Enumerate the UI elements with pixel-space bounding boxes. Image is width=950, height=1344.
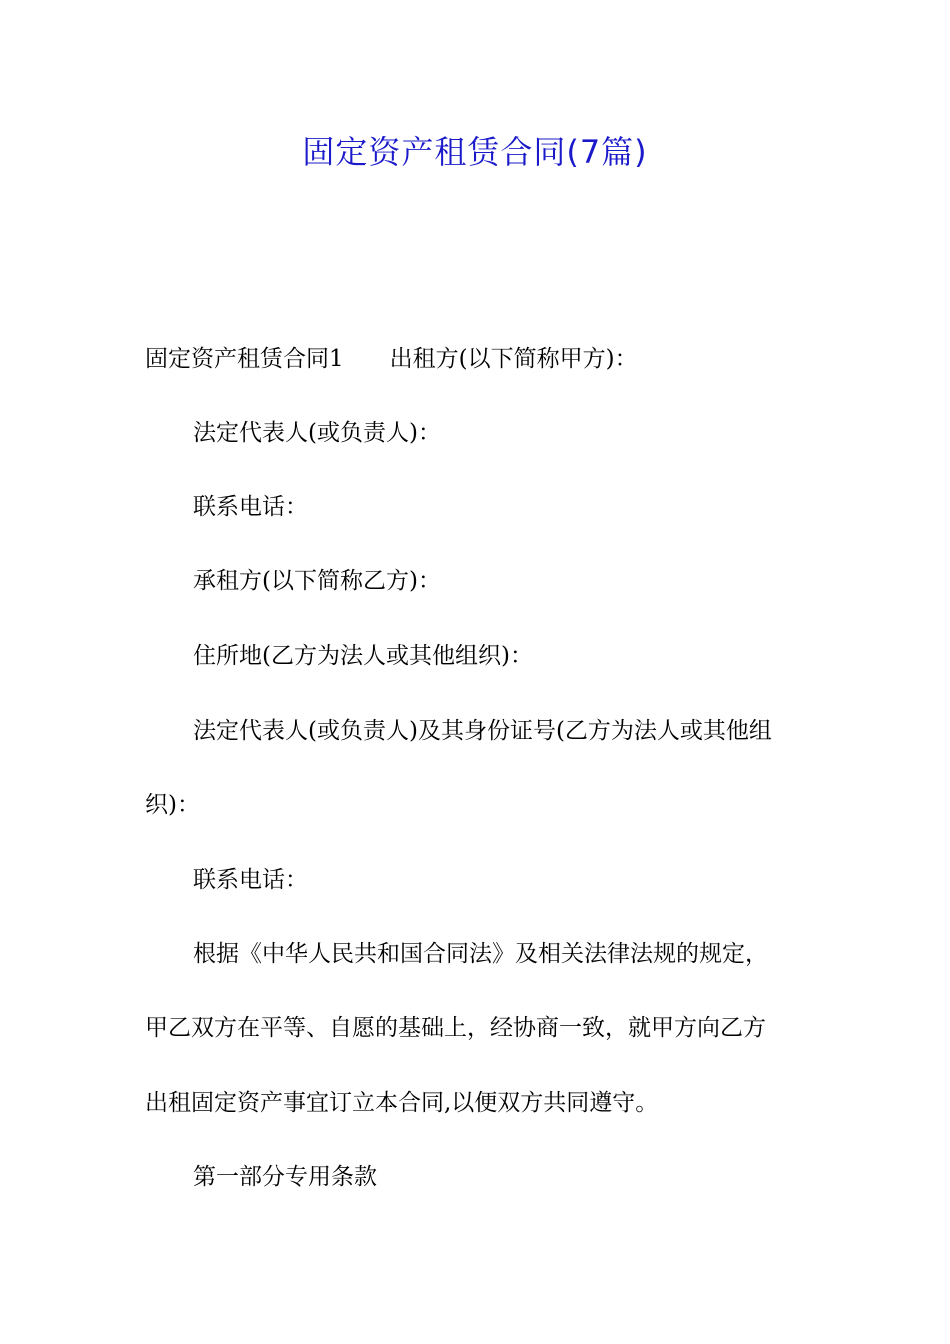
lessee-phone-label: 联系电话： xyxy=(193,867,308,893)
lessor-representative-label: 法定代表人(或负责人)： xyxy=(193,420,441,446)
paragraph-lessor xyxy=(145,341,638,377)
preamble-line3: 出租固定资产事宜订立本合同,以便双方共同遵守。 xyxy=(145,1090,659,1116)
lessee-representative-label-line1: 法定代表人(或负责人)及其身份证号(乙方为法人或其他组 xyxy=(193,718,772,744)
lessor-label: 出租方(以下简称甲方)： xyxy=(389,346,638,372)
section-heading-part1: 第一部分专用条款 xyxy=(193,1164,377,1190)
lessor-phone-label: 联系电话： xyxy=(193,494,308,520)
lessee-representative-label-line2: 织)： xyxy=(145,792,200,818)
contract-heading: 固定资产租赁合同1 xyxy=(145,346,344,372)
lessee-label: 承租方(以下简称乙方)： xyxy=(193,568,441,594)
preamble-line1: 根据《中华人民共和国合同法》及相关法律法规的规定， xyxy=(193,941,768,967)
document-title: 固定资产租赁合同(7篇) xyxy=(302,133,648,171)
lessee-address-label: 住所地(乙方为法人或其他组织)： xyxy=(193,643,533,669)
preamble-line2: 甲乙双方在平等、自愿的基础上，经协商一致，就甲方向乙方 xyxy=(145,1015,766,1041)
